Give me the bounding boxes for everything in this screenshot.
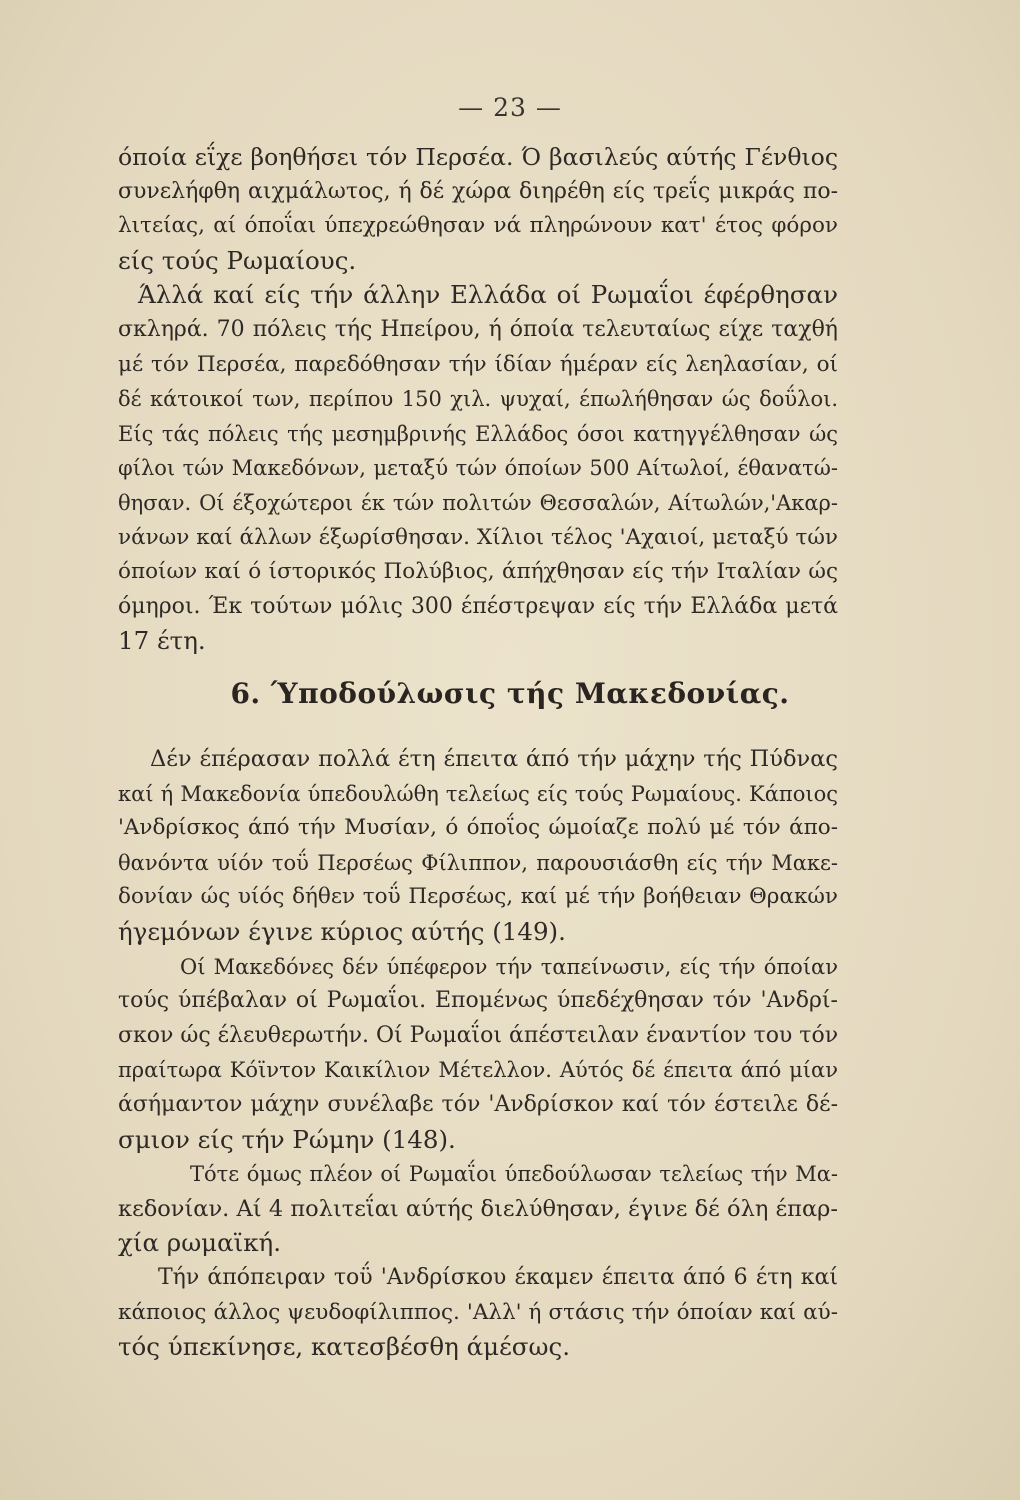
paragraph-block-2	[118, 742, 838, 1365]
text-line: όποίων καί ό ίστορικός Πολύβιος, άπήχθησαν είς τήν Ιταλίαν ώς	[118, 559, 838, 585]
paragraph-block-1	[118, 140, 838, 659]
text-line: Άλλά καί είς τήν άλλην Ελλάδα οί Ρωμαΐοι έφέρθησαν	[138, 280, 838, 310]
text-line: 17 έτη.	[118, 626, 206, 656]
text-line: Δέν έπέρασαν πολλά έτη έπειτα άπό τήν μάχην τής Πύδνας	[150, 746, 838, 772]
section-heading: 6. Ύποδούλωσις τής Μακεδονίας.	[230, 677, 790, 710]
text-line: θησαν. Οί έξοχώτεροι έκ τών πολιτών Θεσσαλών, Αίτωλών,'Ακαρ-	[118, 490, 838, 515]
text-line: χία ρωμαϊκή.	[118, 1228, 282, 1258]
text-line: κεδονίαν. Αί 4 πολιτεΐαι αύτής διελύθησαν, έγινε δέ όλη έπαρ-	[118, 1195, 838, 1222]
text-line: θανόντα υίόν τοΰ Περσέως Φίλιππον, παρουσιάσθη είς τήν Μακε-	[118, 850, 838, 875]
text-line: Τότε όμως πλέον οί Ρωμαΐοι ύπεδούλωσαν τελείως τήν Μα-	[190, 1162, 838, 1187]
text-line: συνελήφθη αιχμάλωτος, ή δέ χώρα διηρέθη είς τρεΐς μικράς πο-	[118, 178, 838, 204]
text-line: όποία εΐχε βοηθήσει τόν Περσέα. Ό βασιλεύς αύτής Γένθιος	[118, 143, 838, 171]
text-line: άσήμαντον μάχην συνέλαβε τόν 'Ανδρίσκον καί τόν έστειλε δέ-	[118, 1091, 838, 1117]
text-line: καί ή Μακεδονία ύπεδουλώθη τελείως είς τούς Ρωμαίους. Κάποιος	[118, 781, 838, 806]
text-line: δονίαν ώς υίός δήθεν τοΰ Περσέως, καί μέ τήν βοήθειαν Θρακών	[118, 884, 838, 910]
text-line: τούς ύπέβαλαν οί Ρωμαΐοι. Επομένως ύπεδέχθησαν τόν 'Ανδρί-	[118, 988, 838, 1014]
text-line: 'Ανδρίσκος άπό τήν Μυσίαν, ό όποΐος ώμοίαζε πολύ μέ τόν άπο-	[118, 815, 838, 841]
text-line: λιτείας, αί όποΐαι ύπεχρεώθησαν νά πληρώνουν κατ' έτος φόρον	[118, 213, 838, 239]
text-line: φίλοι τών Μακεδόνων, μεταξύ τών όποίων 500 Αίτωλοί, έθανατώ-	[118, 456, 838, 481]
page-number: — 23 —	[458, 93, 562, 122]
text-line: ήγεμόνων έγινε κύριος αύτής (149).	[118, 916, 566, 946]
text-line: σκληρά. 70 πόλεις τής Ηπείρου, ή όποία τελευταίως είχε ταχθή	[118, 316, 838, 342]
text-line: σκον ώς έλευθερωτήν. Οί Ρωμαΐοι άπέστειλαν έναντίον του τόν	[118, 1022, 839, 1048]
text-line: όμηροι. Έκ τούτων μόλις 300 έπέστρεψαν είς τήν Ελλάδα μετά	[118, 593, 838, 619]
text-line: δέ κάτοικοί των, περίπου 150 χιλ. ψυχαί, έπωλήθησαν ώς δοΰλοι.	[118, 387, 838, 412]
text-line: είς τούς Ρωμαίους.	[118, 245, 357, 275]
text-line: νάνων καί άλλων έξωρίσθησαν. Χίλιοι τέλος 'Αχαιοί, μεταξύ τών	[118, 524, 838, 550]
text-line: Είς τάς πόλεις τής μεσημβρινής Ελλάδος όσοι κατηγγέλθησαν ώς	[118, 421, 838, 446]
text-line: τός ύπεκίνησε, κατεσβέσθη άμέσως.	[118, 1332, 570, 1362]
text-line: κάποιος άλλος ψευδοφίλιππος. 'Αλλ' ή στάσις τήν όποίαν καί αύ-	[118, 1299, 838, 1325]
text-line: Οί Μακεδόνες δέν ύπέφερον τήν ταπείνωσιν, είς τήν όποίαν	[180, 954, 838, 979]
text-line: μέ τόν Περσέα, παρεδόθησαν τήν ίδίαν ήμέραν είς λεηλασίαν, οί	[118, 351, 838, 377]
text-line: πραίτωρα Κόϊντον Καικίλιον Μέτελλον. Αύτός δέ έπειτα άπό μίαν	[118, 1058, 838, 1083]
text-line: σμιον είς τήν Ρώμην (148).	[118, 1124, 456, 1154]
text-line: Τήν άπόπειραν τοΰ 'Ανδρίσκου έκαμεν έπειτα άπό 6 έτη καί	[158, 1264, 838, 1290]
